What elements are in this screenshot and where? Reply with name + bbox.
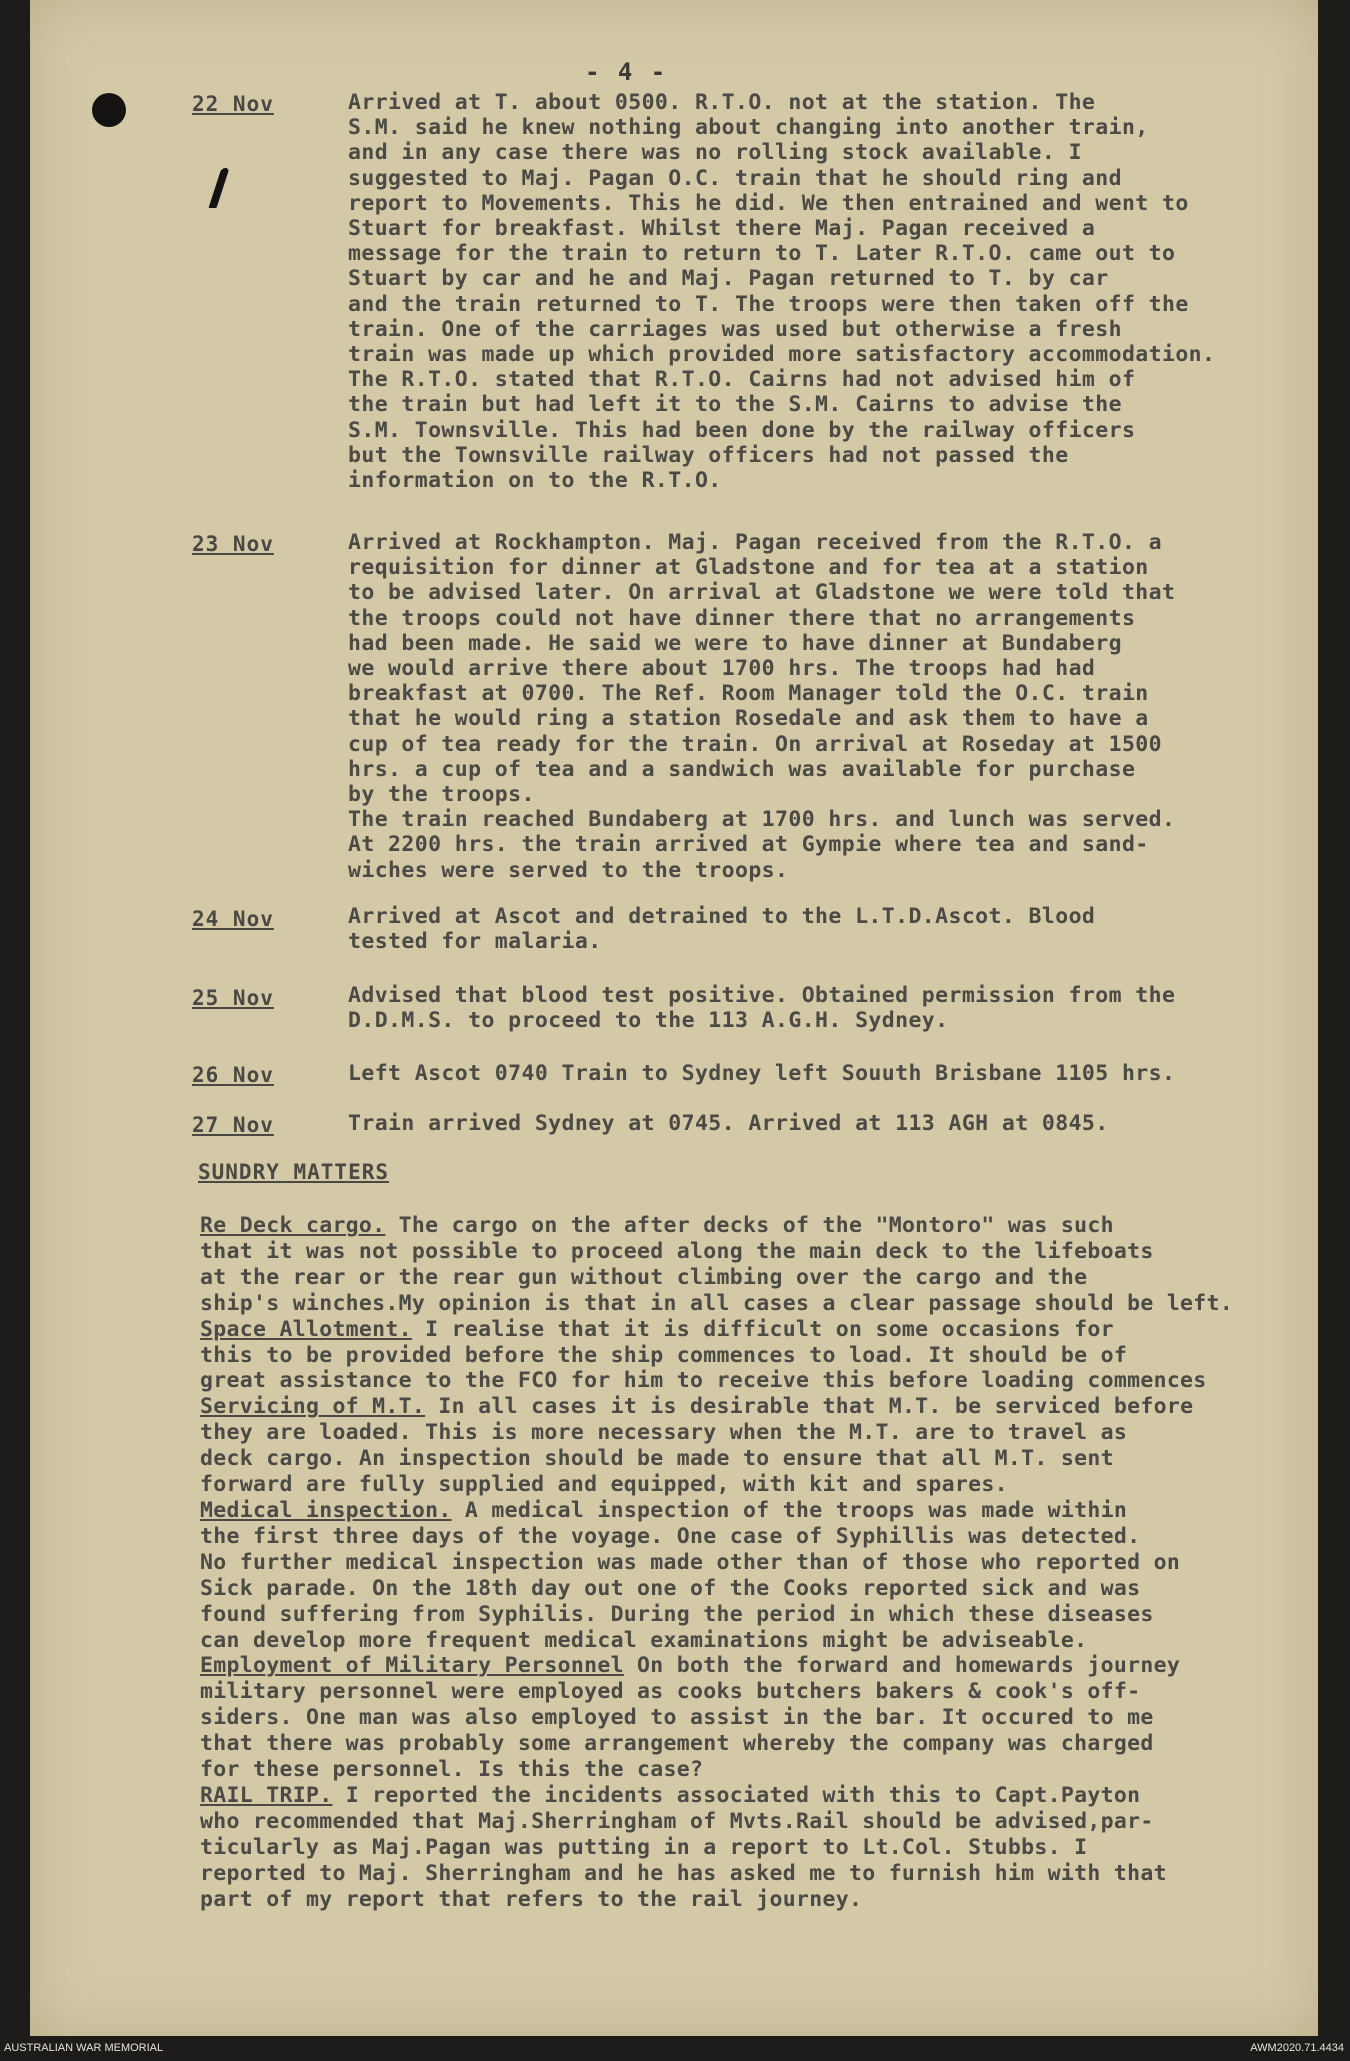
line-text: military personnel were employed as cooks butchers bakers & cook's off- xyxy=(200,1679,1141,1705)
section-heading: SUNDRY MATTERS xyxy=(198,1160,390,1184)
footer-institution: AUSTRALIAN WAR MEMORIAL xyxy=(4,2042,164,2054)
entry-date: 22 Nov xyxy=(192,92,274,116)
line-text: ship's winches.My opinion is that in all cases a clear passage should be left. xyxy=(200,1290,1234,1316)
line-text: deck cargo. An inspection should be made to ensure that all M.T. sent xyxy=(200,1446,1114,1472)
document-page xyxy=(30,0,1318,2036)
line-text: they are loaded. This is more necessary when the M.T. are to travel as xyxy=(200,1420,1128,1446)
text-line xyxy=(200,1835,1340,1861)
text-line xyxy=(200,1213,1340,1239)
text-line xyxy=(200,1368,1340,1394)
text-line xyxy=(200,1550,1340,1576)
line-text: can develop more frequent medical examinations might be adviseable. xyxy=(200,1627,1088,1653)
paragraph-heading: Employment of Military Personnel xyxy=(200,1653,624,1679)
line-text: I realise that it is difficult on some occasions for xyxy=(411,1316,1114,1342)
line-text: ticularly as Maj.Pagan was putting in a report to Lt.Col. Stubbs. I xyxy=(200,1834,1088,1860)
line-text: No further medical inspection was made other than of those who reported on xyxy=(200,1549,1181,1575)
text-line xyxy=(200,1679,1340,1705)
line-text: A medical inspection of the troops was made within xyxy=(451,1497,1128,1523)
entry-text: Arrived at Ascot and detrained to the L.T.D.Ascot. Blood tested for malaria. xyxy=(348,904,1096,955)
line-text: part of my report that refers to the rail journey. xyxy=(200,1886,863,1912)
text-line xyxy=(200,1757,1340,1783)
text-line xyxy=(200,1887,1340,1913)
entry-text: Arrived at T. about 0500. R.T.O. not at the station. The S.M. said he knew nothing about changing into another train, and in any case there was no rolling stock available. I suggested to Maj. Pagan O.C. train that he should ring and report to Movements. This he did. We then entrained and went to Stuart for breakfast. Whilst there Maj. Pagan received a message for the train to return to T. Later R.T.O. came out to Stuart by car and he and Maj. Pagan returned to T. by car and the train returned to T. The troops were then taken off the train. One of the carriages was used but otherwise a fresh train was made up which provided more satisfactory accommodation. The R.T.O. stated that R.T.O. Cairns had not advised him of the train but had left it to the S.M. Cairns to advise the S.M. Townsville. This had been done by the railway officers but the Townsville railway officers had not passed the information on to the R.T.O. xyxy=(348,90,1216,494)
text-line xyxy=(200,1705,1340,1731)
entry-date: 23 Nov xyxy=(192,532,274,556)
punch-hole xyxy=(92,93,126,127)
entry-text: Advised that blood test positive. Obtained permission from the D.D.M.S. to proceed to the 113 A.G.H. Sydney. xyxy=(348,983,1176,1034)
page-number: - 4 - xyxy=(585,58,668,86)
line-text: that there was probably some arrangement whereby the company was charged xyxy=(200,1731,1154,1757)
line-text: at the rear or the rear gun without climbing over the cargo and the xyxy=(200,1264,1088,1290)
line-text: found suffering from Syphilis. During the period in which these diseases xyxy=(200,1601,1154,1627)
footer-reference: AWM2020.71.4434 xyxy=(1250,2042,1344,2054)
line-text: great assistance to the FCO for him to receive this before loading commences xyxy=(200,1368,1207,1394)
paragraph-heading: Re Deck cargo. xyxy=(200,1213,386,1238)
line-text: that it was not possible to proceed along the main deck to the lifeboats xyxy=(200,1238,1154,1264)
entry-date: 25 Nov xyxy=(192,986,274,1010)
sundry-matters-body xyxy=(200,1213,1340,1912)
text-line xyxy=(200,1809,1340,1835)
text-line xyxy=(200,1317,1340,1343)
paragraph-heading: Medical inspection. xyxy=(200,1497,452,1523)
entry-date: 26 Nov xyxy=(192,1063,274,1087)
line-text: who recommended that Maj.Sherringham of Mvts.Rail should be advised,par- xyxy=(200,1808,1154,1834)
entry-date: 24 Nov xyxy=(192,907,274,931)
paragraph-heading: RAIL TRIP. xyxy=(200,1782,333,1808)
line-text: for these personnel. Is this the case? xyxy=(200,1757,704,1783)
entry-date: 27 Nov xyxy=(192,1113,274,1137)
line-text: siders. One man was also employed to assist in the bar. It occured to me xyxy=(200,1705,1154,1731)
line-text: forward are fully supplied and equipped, with kit and spares. xyxy=(200,1472,1008,1498)
text-line xyxy=(200,1731,1340,1757)
text-line xyxy=(200,1861,1340,1887)
paragraph-heading: Space Allotment. xyxy=(200,1316,412,1342)
text-line xyxy=(200,1576,1340,1602)
text-line xyxy=(200,1498,1340,1524)
text-line xyxy=(200,1472,1340,1498)
entry-text: Left Ascot 0740 Train to Sydney left Souuth Brisbane 1105 hrs. xyxy=(348,1061,1176,1086)
entry-text: Train arrived Sydney at 0745. Arrived at 113 AGH at 0845. xyxy=(348,1111,1109,1136)
text-line xyxy=(200,1628,1340,1654)
line-text: this to be provided before the ship commences to load. It should be of xyxy=(200,1342,1128,1368)
line-text: I reported the incidents associated with this to Capt.Payton xyxy=(332,1782,1141,1808)
line-text: the first three days of the voyage. One case of Syphillis was detected. xyxy=(200,1523,1141,1549)
text-line xyxy=(200,1239,1340,1265)
line-text: On both the forward and homewards journey xyxy=(623,1653,1181,1679)
text-line xyxy=(200,1524,1340,1550)
text-line xyxy=(200,1653,1340,1679)
text-line xyxy=(200,1343,1340,1369)
line-text: reported to Maj. Sherringham and he has asked me to furnish him with that xyxy=(200,1860,1167,1886)
text-line xyxy=(200,1291,1340,1317)
text-line xyxy=(200,1602,1340,1628)
text-line xyxy=(200,1446,1340,1472)
line-text: The cargo on the after decks of the "Montoro" was such xyxy=(385,1213,1114,1238)
text-line xyxy=(200,1394,1340,1420)
line-text: In all cases it is desirable that M.T. be serviced before xyxy=(425,1394,1194,1420)
text-line xyxy=(200,1265,1340,1291)
line-text: Sick parade. On the 18th day out one of the Cooks reported sick and was xyxy=(200,1575,1141,1601)
text-line xyxy=(200,1420,1340,1446)
paragraph-heading: Servicing of M.T. xyxy=(200,1394,426,1420)
entry-text: Arrived at Rockhampton. Maj. Pagan received from the R.T.O. a requisition for dinner at Gladstone and for tea at a station to be advised later. On arrival at Gladstone we were told that the troops could not have dinner there that no arrangements had been made. He said we were to have dinner at Bundaberg we would arrive there about 1700 hrs. The troops had had breakfast at 0700. The Ref. Room Manager told the O.C. train that he would ring a station Rosedale and ask them to have a cup of tea ready for the train. On arrival at Roseday at 1500 hrs. a cup of tea and a sandwich was available for purchase by the troops. The train reached Bundaberg at 1700 hrs. and lunch was served. At 2200 hrs. the train arrived at Gympie where tea and sand- wiches were served to the troops. xyxy=(348,530,1176,883)
ink-mark xyxy=(209,168,230,208)
text-line xyxy=(200,1783,1340,1809)
